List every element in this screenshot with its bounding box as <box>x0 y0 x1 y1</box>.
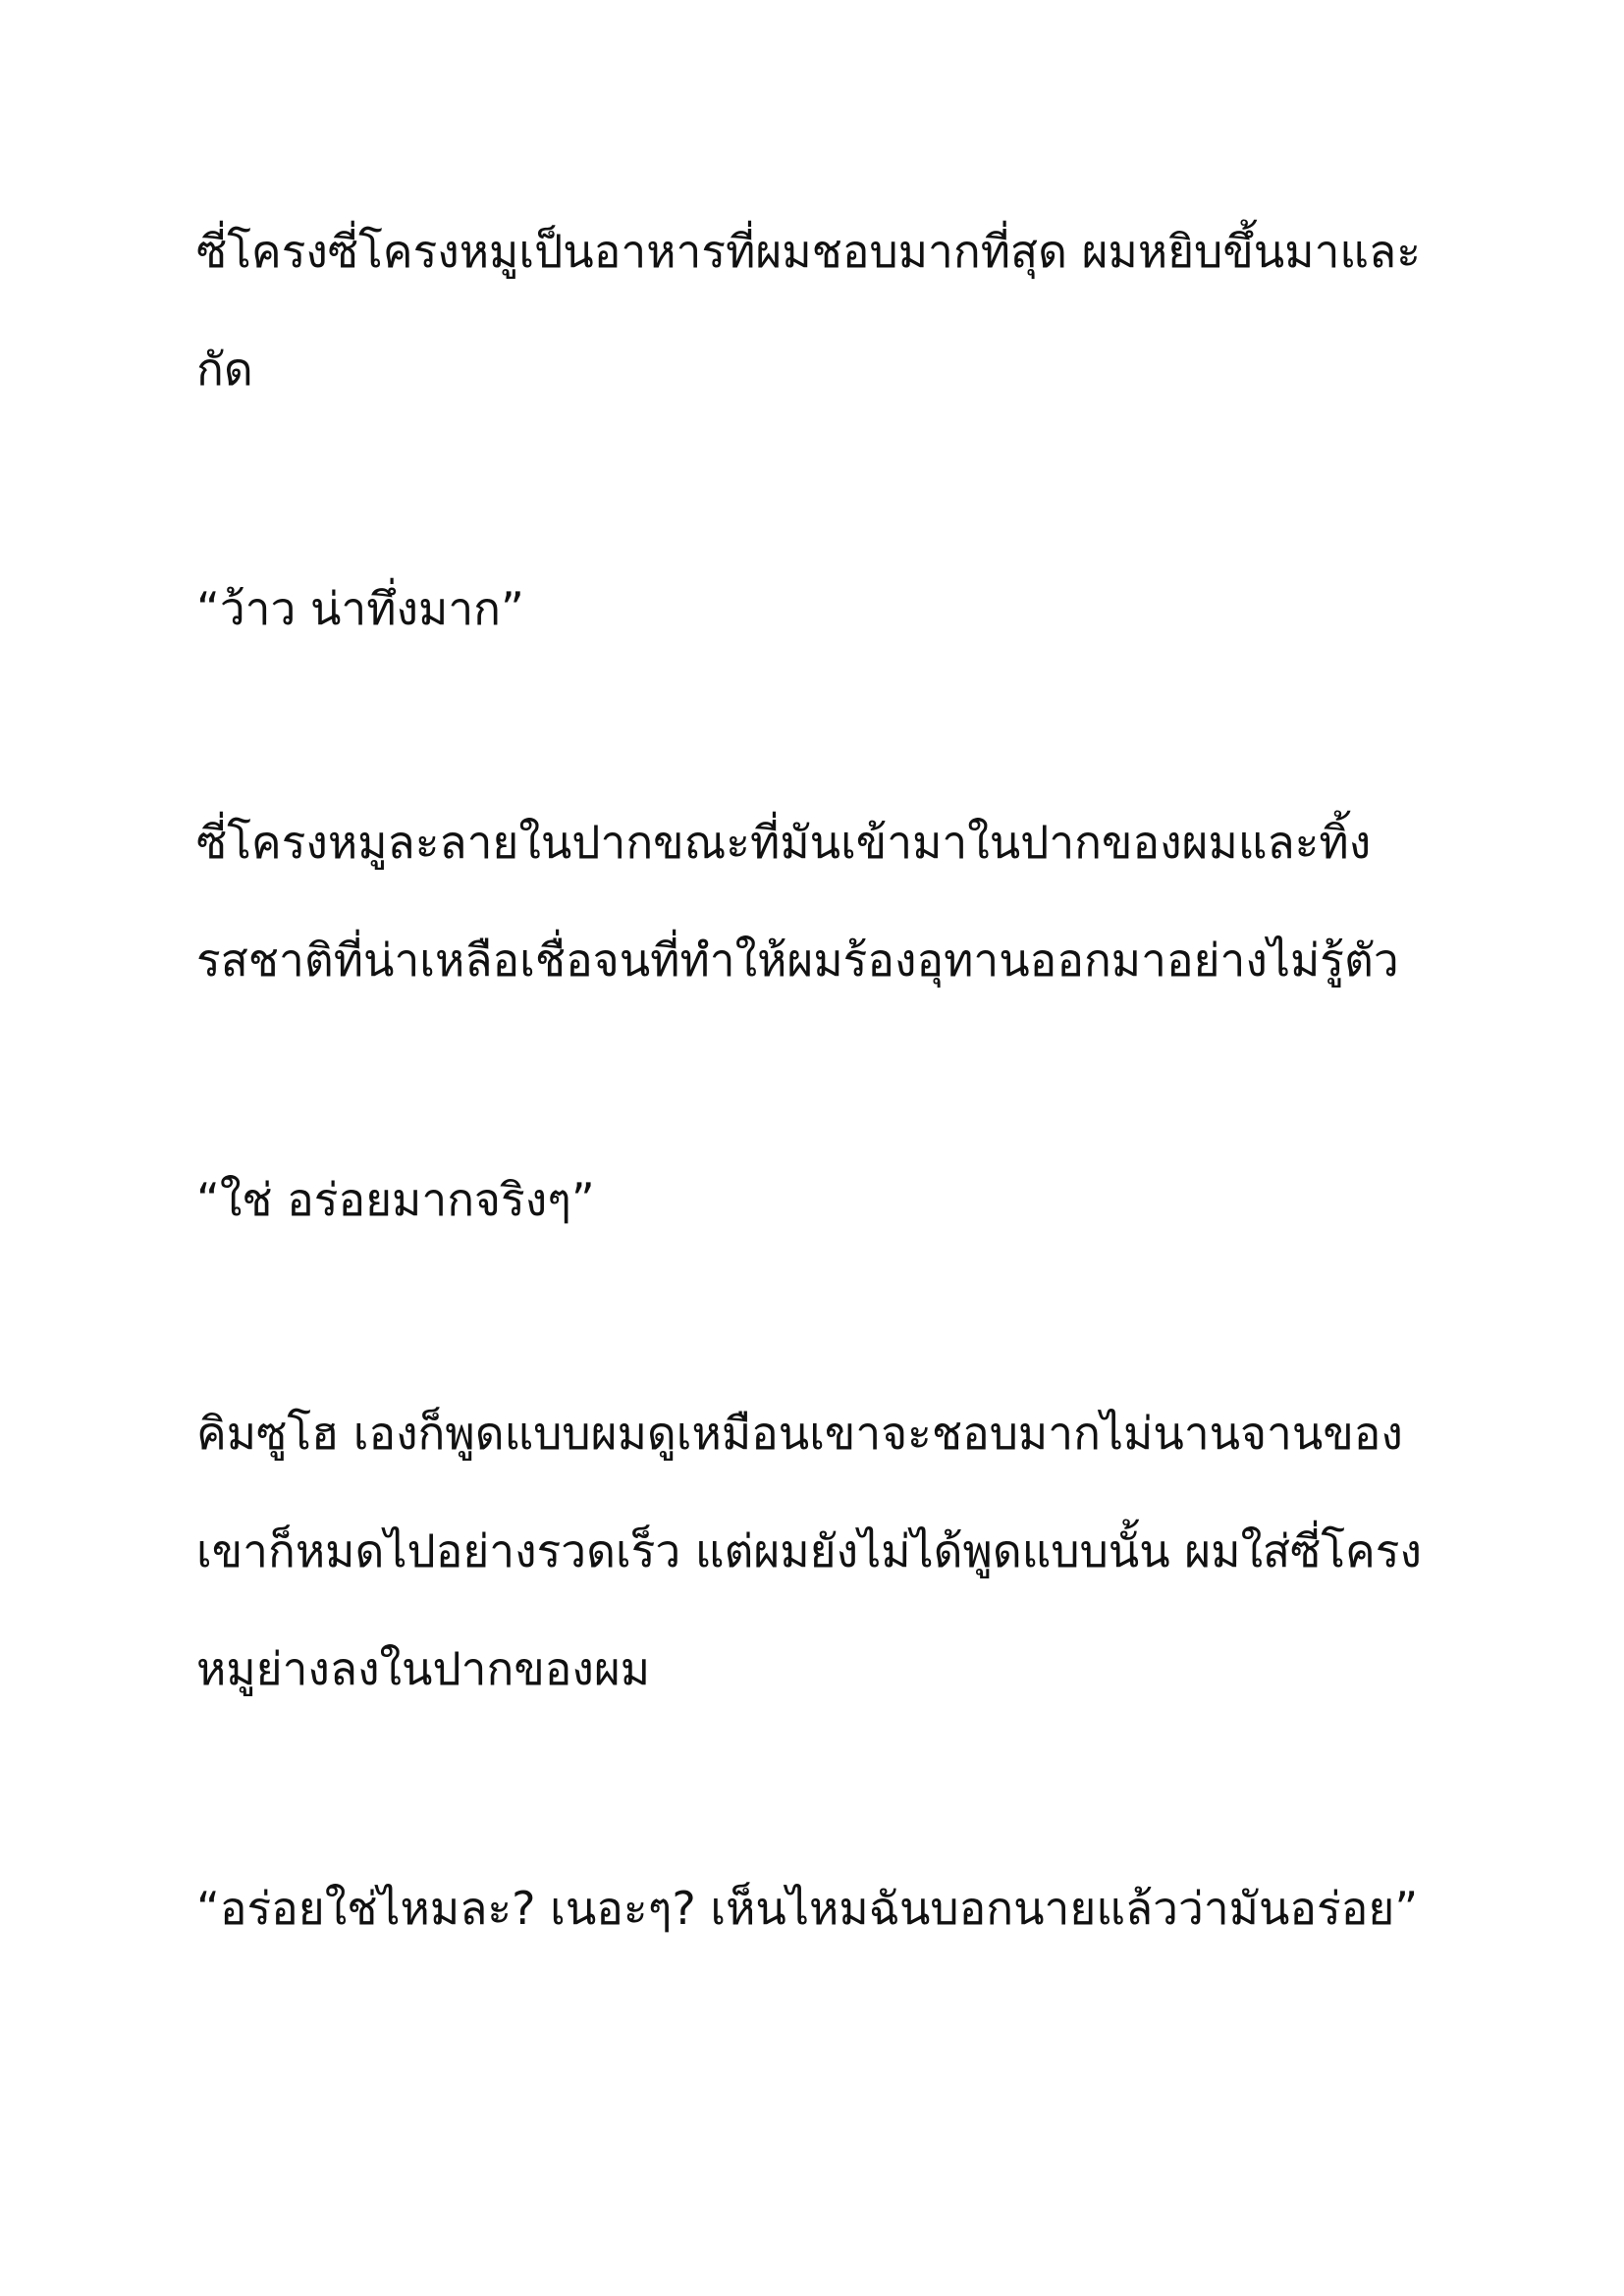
text-line: ซี่โครงซี่โครงหมูเป็นอาหารที่ผมชอบมากที่สุด ผมหยิบขึ้นมาและ <box>196 225 1421 278</box>
paragraph-narration-2 <box>196 783 1473 1019</box>
text-line: กัด <box>196 343 253 396</box>
paragraph-dialogue-2 <box>196 1141 1473 1258</box>
paragraph-dialogue-1 <box>196 550 1473 667</box>
text-line: “อร่อยใช่ไหมละ? เนอะๆ? เห็นไหมฉันบอกนายแล้วว่ามันอร่อย” <box>196 1882 1419 1935</box>
text-line: “ใช่ อร่อยมากจริงๆ” <box>196 1173 595 1226</box>
paragraph-dialogue-3 <box>196 1849 1473 1967</box>
text-line: หมูย่างลงในปากของผม <box>196 1642 651 1695</box>
text-line: “ว้าว น่าทึ่งมาก” <box>196 582 524 635</box>
text-line: ซี่โครงหมูละลายในปากขณะที่มันเข้ามาในปากของผมและทิ้ง <box>196 816 1372 869</box>
paragraph-narration-1 <box>196 192 1473 428</box>
text-line: รสชาติที่น่าเหลือเชื่อจนที่ทำให้ผมร้องอุทานออกมาอย่างไม่รู้ตัว <box>196 934 1399 987</box>
text-line: เขาก็หมดไปอย่างรวดเร็ว แต่ผมยังไม่ได้พูดแบบนั้น ผมใส่ซี่โครง <box>196 1524 1422 1577</box>
paragraph-narration-3 <box>196 1374 1473 1728</box>
text-line: คิมซูโฮ เองก็พูดแบบผมดูเหมือนเขาจะชอบมากไม่นานจานของ <box>196 1407 1403 1460</box>
